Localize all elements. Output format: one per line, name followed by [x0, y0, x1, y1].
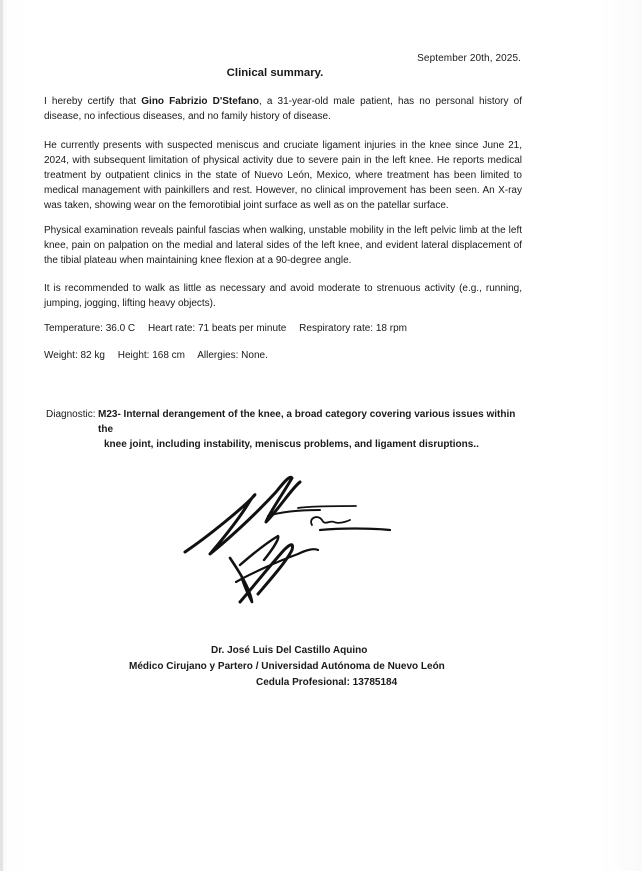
history-paragraph: He currently presents with suspected meniscus and cruciate ligament injuries in the knee since June 21, 2024, with subsequent limitation of physical activity due to severe pain in the left knee. He reports medical treatment by outpatient clinics in the state of Nuevo León, Mexico, where treatment has been limited to medical management with painkillers and rest. However, no clinical improvement has been seen. An X-ray was taken, showing wear on the femorotibial joint surface as well as on the patellar surface. [44, 140, 522, 211]
allergies: Allergies: None. [197, 350, 268, 361]
doctor-credentials: Médico Cirujano y Partero / Universidad Autónoma de Nuevo León [129, 661, 445, 672]
temperature: Temperature: 36.0 C [44, 323, 136, 334]
measurements [44, 350, 278, 361]
page-edge-shadow [0, 0, 3, 871]
certification-paragraph [44, 94, 522, 124]
recommendation-paragraph: It is recommended to walk as little as necessary and avoid moderate to strenuous activity (e.g., running, jumping, jogging, lifting heavy objects). [44, 283, 522, 309]
diagnostic-label: Diagnostic: [46, 409, 96, 420]
diagnostic-section [46, 407, 526, 452]
professional-license: Cedula Profesional: 13785184 [256, 677, 398, 688]
certification-prefix: I hereby certify that [44, 96, 142, 107]
examination-paragraph: Physical examination reveals painful fascias when walking, unstable mobility in the left pelvic limb at the left knee, pain on palpation on the medial and lateral sides of the left knee, and evident lateral displacement of the tibial plateau when maintaining knee flexion at a 90-degree angle. [44, 225, 522, 266]
doctor-name: Dr. José Luis Del Castillo Aquino [211, 645, 368, 656]
patient-name: Gino Fabrizio D'Stefano [141, 96, 259, 107]
height: Height: 168 cm [117, 350, 186, 361]
handwritten-signature [180, 470, 400, 615]
document-date: September 20th, 2025. [417, 53, 521, 64]
diagnostic-line-2: knee joint, including instability, meniscus problems, and ligament disruptions.. [104, 439, 479, 450]
weight: Weight: 82 kg [44, 350, 105, 361]
diagnostic-line-1: M23- Internal derangement of the knee, a broad category covering various issues within the [98, 409, 516, 435]
heart-rate: Heart rate: 71 beats per minute [147, 323, 287, 334]
certification-suffix: , a 31-year-old male patient, has no personal history of disease, no infectious diseases, and no family history of disease. [44, 96, 522, 122]
respiratory-rate: Respiratory rate: 18 rpm [299, 323, 407, 334]
vital-signs [44, 323, 417, 334]
document-title: Clinical summary. [226, 67, 324, 79]
